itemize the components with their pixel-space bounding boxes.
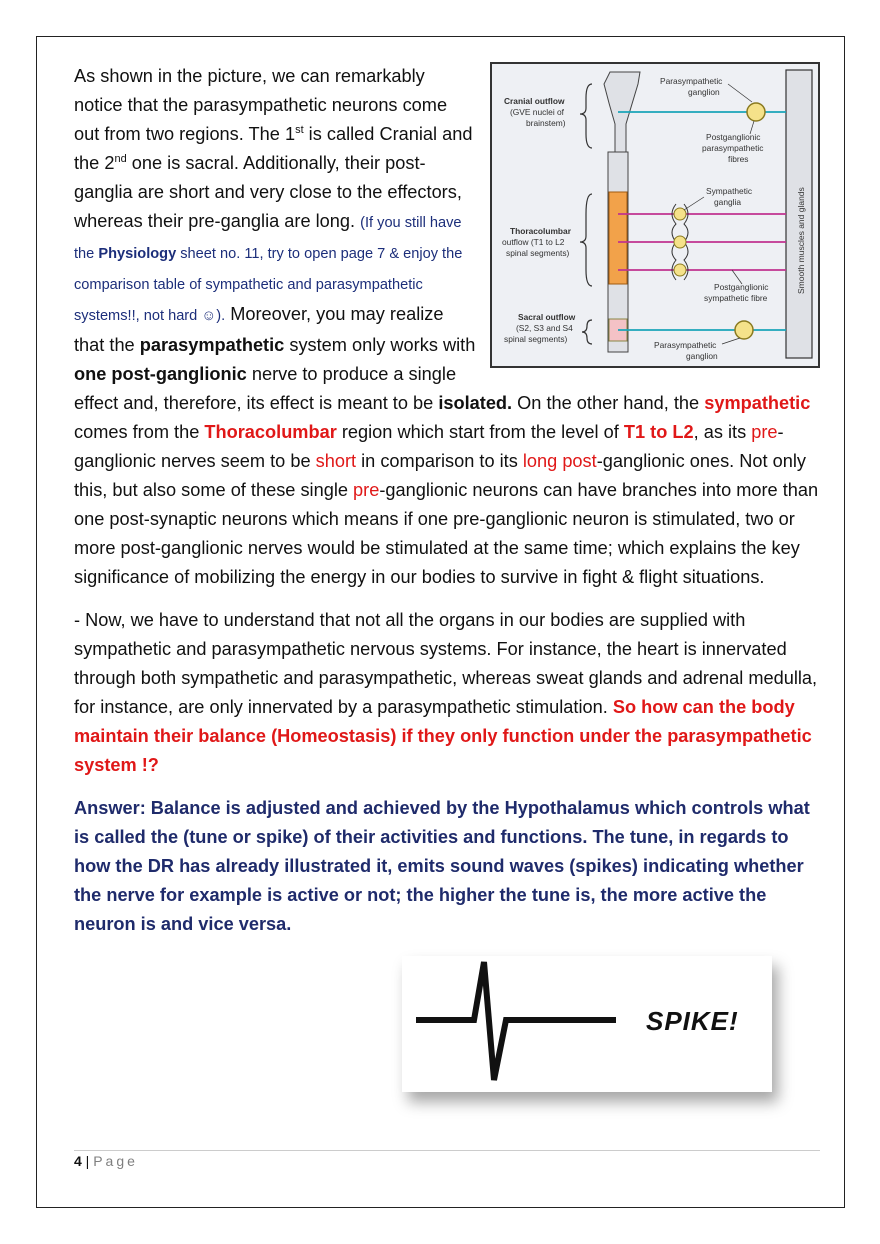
label-cranial-outflow: Cranial outflow [504,96,565,106]
label-para-ganglion-top-1: Parasympathetic [660,76,723,86]
label-postgang-symp-2: sympathetic fibre [704,293,768,303]
footer-divider [74,1150,820,1151]
label-sacral-3: spinal segments) [504,334,568,344]
label-postgang-symp-1: Postganglionic [714,282,769,292]
main-content [74,62,820,939]
label-cranial-sub2: brainstem) [526,118,566,128]
footer-separator: | [81,1153,94,1169]
label-thoraco-2: outflow (T1 to L2 [502,237,565,247]
page-number: 4 [74,1153,82,1169]
smooth-label: Smooth muscles and glands [796,187,806,294]
label-symp-ganglia-2: ganglia [714,197,742,207]
label-para-ganglion-bot-2: ganglion [686,351,718,361]
page-footer [74,1153,138,1169]
label-para-ganglion-bot-1: Parasympathetic [654,340,717,350]
spike-image [402,956,772,1092]
paragraph-2: - Now, we have to understand that not all the organs in our bodies are supplied with sympathetic and parasympathetic nervous systems. For instance, the heart is innervated through both sympathetic and parasympathetic, whereas sweat glands and adrenal medulla, for instance, are only innervated by a parasympathetic stimulation. So how can the body maintain their balance (Homeostasis) if they only function under the parasympathetic system !? [74,610,818,775]
page-label: Page [93,1153,138,1169]
label-thoraco-3: spinal segments) [506,248,570,258]
label-cranial-sub1: (GVE nuclei of [510,107,564,117]
label-postgang-para-2: parasympathetic [702,143,764,153]
nervous-system-figure [490,62,820,368]
label-thoraco-1: Thoracolumbar [510,226,571,236]
answer-paragraph: Answer: Balance is adjusted and achieved by the Hypothalamus which controls what is called the (tune or spike) of their activities and functions. The tune, in regards to how the DR has already illustrated it, emits sound waves (spikes) indicating whether the nerve for example is active or not; the higher the tune is, the more active the neuron is and vice versa. [74,798,810,934]
label-postgang-para-1: Postganglionic [706,132,761,142]
label-postgang-para-3: fibres [728,154,749,164]
label-sacral-2: (S2, S3 and S4 [516,323,573,333]
spike-text: SPIKE! [646,1006,739,1036]
paragraph-1: As shown in the picture, we can remarkably notice that the parasympathetic neurons come out from two regions. The 1st is called Cranial and the 2nd one is sacral. Additionally, their post-ganglia are short and very close to the effectors, whereas their pre-ganglia are long. (If you still have the Physiology sheet no. 11, try to open page 7 & enjoy the comparison table of sympathetic and parasympathetic systems!!, not hard ☺). Moreover, you may realize that the parasympathetic system only works with one post-ganglionic nerve to produce a single effect and, therefore, its effect is meant to be isolated. On the other hand, the sympathetic comes from the Thoracolumbar region which start from the level of T1 to L2, as its pre-ganglionic nerves seem to be short in comparison to its long post-ganglionic ones. Not only this, but also some of these single pre-ganglionic neurons can have branches into more than one post-synaptic neurons which means if one pre-ganglionic neuron is stimulated, two or more post-ganglionic nerves would be stimulated at the same time; which explains the key significance of mobilizing the energy in our bodies to survive in fight & flight situations. [74,66,819,587]
label-symp-ganglia-1: Sympathetic [706,186,753,196]
label-para-ganglion-top-2: ganglion [688,87,720,97]
label-sacral-1: Sacral outflow [518,312,576,322]
